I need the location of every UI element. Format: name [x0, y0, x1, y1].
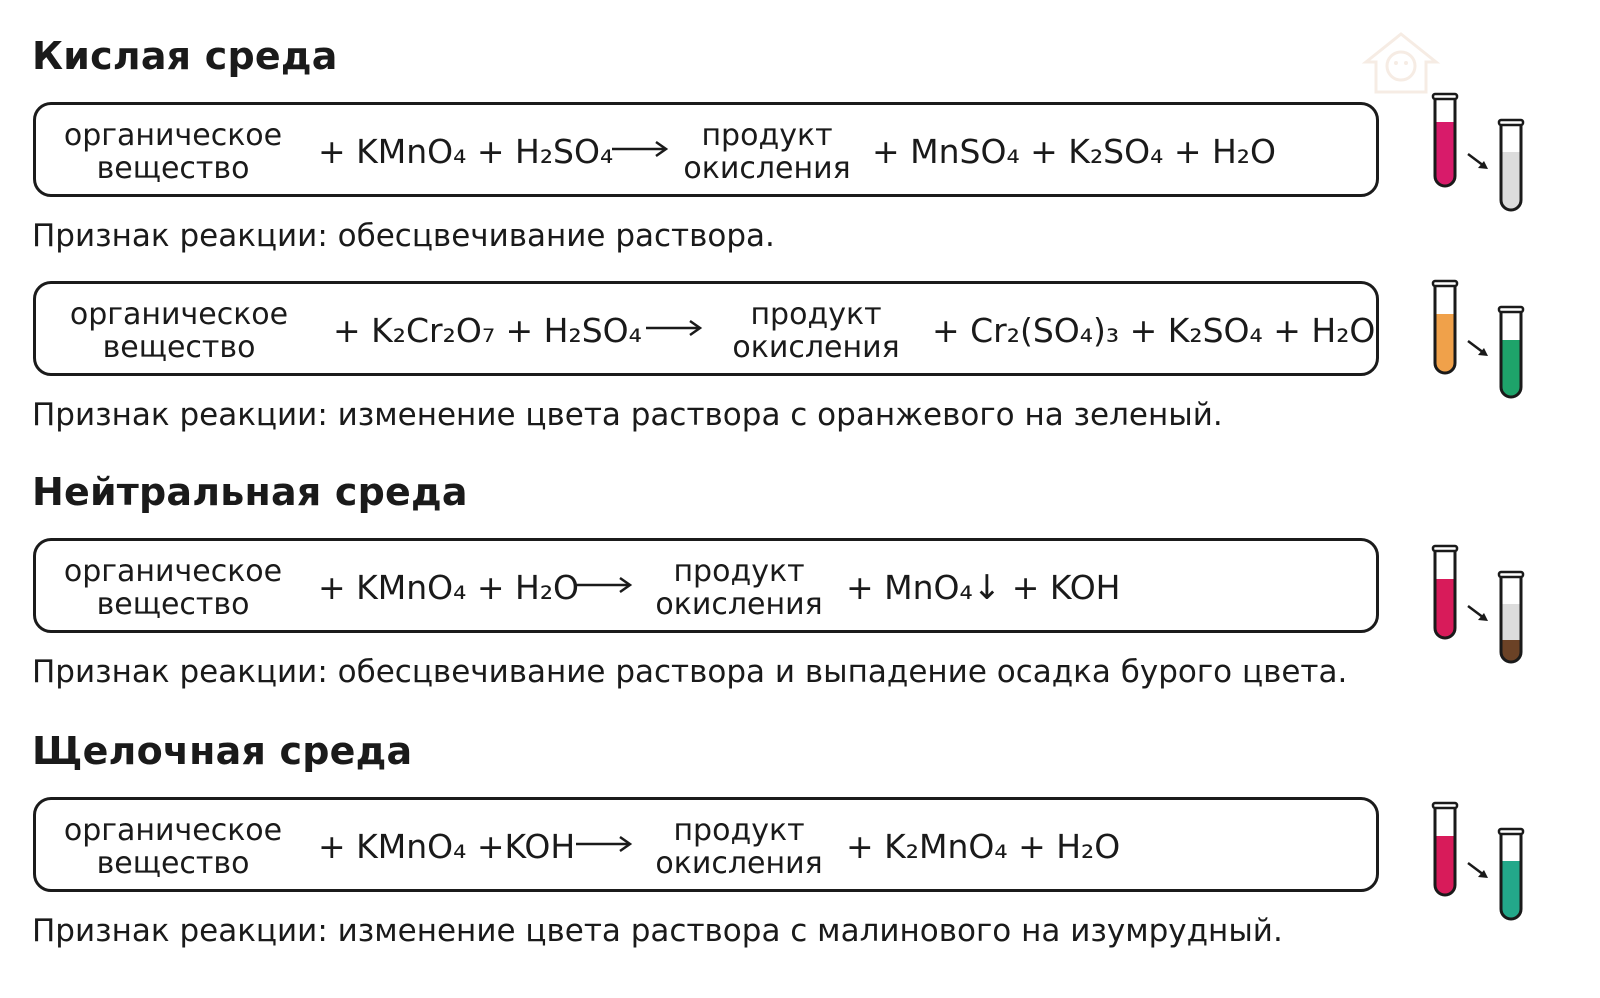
- product-line-1: продукт: [673, 554, 805, 589]
- reagents: + KMnO₄ + H₂O: [318, 568, 580, 607]
- product-line-1: продукт: [701, 118, 833, 153]
- test-tube-after-icon: [1499, 120, 1523, 210]
- organic-line-2: вещество: [96, 846, 250, 881]
- reaction-box-kmno4-acid: [33, 102, 1379, 197]
- reaction-box-kmno4-neutral: [33, 538, 1379, 633]
- product-line-2: окисления: [683, 151, 851, 186]
- test-tube-before-icon: [1433, 281, 1457, 373]
- products: + K₂MnO₄ + H₂O: [846, 827, 1121, 866]
- organic-line-1: органическое: [63, 813, 283, 848]
- products: + MnSO₄ + K₂SO₄ + H₂O: [872, 132, 1276, 171]
- organic-line-1: органическое: [63, 118, 283, 153]
- test-tube-pair: [1428, 92, 1538, 217]
- products: [846, 570, 1121, 606]
- organic-substance: [28, 119, 318, 185]
- organic-line-1: органическое: [63, 554, 283, 589]
- organic-substance: [34, 298, 324, 364]
- organic-line-1: органическое: [69, 297, 289, 332]
- test-tube-pair: [1428, 801, 1538, 926]
- test-tube-before-icon: [1433, 803, 1457, 895]
- test-tube-pair: [1428, 279, 1538, 404]
- product-line-1: продукт: [673, 813, 805, 848]
- bear-logo-icon: [1356, 22, 1446, 102]
- organic-line-2: вещество: [102, 330, 256, 365]
- products: + Cr₂(SO₄)₃ + K₂SO₄ + H₂O: [932, 311, 1376, 350]
- oxidation-product: [667, 119, 867, 185]
- reaction-sign-1: Признак реакции: обесцвечивание раствора.: [32, 218, 775, 254]
- heading-neutral: Нейтральная среда: [32, 470, 468, 514]
- test-tube-after-icon: [1499, 572, 1523, 662]
- reagents: + KMnO₄ + H₂SO₄: [318, 132, 614, 171]
- heading-acidic: Кислая среда: [32, 34, 338, 78]
- product-mno2: + MnO₄: [846, 568, 973, 607]
- reagents: + K₂Cr₂O₇ + H₂SO₄: [333, 311, 642, 350]
- small-arrow-icon: [1468, 863, 1488, 878]
- reaction-box-dichromate-acid: [33, 281, 1379, 376]
- test-tube-before-icon: [1433, 94, 1457, 186]
- reaction-sign-3: Признак реакции: обесцвечивание раствора и выпадение осадка бурого цвета.: [32, 654, 1348, 690]
- small-arrow-icon: [1468, 341, 1488, 356]
- product-line-2: окисления: [732, 330, 900, 365]
- oxidation-product: [639, 814, 839, 880]
- small-arrow-icon: [1468, 606, 1488, 621]
- reaction-box-kmno4-alkaline: [33, 797, 1379, 892]
- test-tube-after-icon: [1499, 829, 1523, 919]
- reaction-arrow-icon: [644, 318, 704, 338]
- reaction-arrow-icon: [574, 575, 634, 595]
- oxidation-product: [716, 298, 916, 364]
- organic-line-2: вещество: [96, 587, 250, 622]
- reaction-arrow-icon: [610, 139, 670, 159]
- organic-line-2: вещество: [96, 151, 250, 186]
- test-tube-pair: [1428, 544, 1538, 669]
- reaction-sign-4: Признак реакции: изменение цвета раствора с малинового на изумрудный.: [32, 913, 1283, 949]
- reaction-sign-2: Признак реакции: изменение цвета раствора с оранжевого на зеленый.: [32, 397, 1223, 433]
- reagents: + KMnO₄ +KOH: [318, 827, 576, 866]
- oxidation-product: [639, 555, 839, 621]
- organic-substance: [28, 814, 318, 880]
- product-koh: + KOH: [1011, 568, 1121, 607]
- product-line-1: продукт: [750, 297, 882, 332]
- test-tube-before-icon: [1433, 546, 1457, 638]
- product-line-2: окисления: [655, 587, 823, 622]
- organic-substance: [28, 555, 318, 621]
- small-arrow-icon: [1468, 154, 1488, 169]
- test-tube-after-icon: [1499, 307, 1523, 397]
- heading-alkaline: Щелочная среда: [32, 729, 413, 773]
- product-line-2: окисления: [655, 846, 823, 881]
- reaction-arrow-icon: [574, 834, 634, 854]
- precipitate-arrow-icon: ↓: [972, 568, 1002, 608]
